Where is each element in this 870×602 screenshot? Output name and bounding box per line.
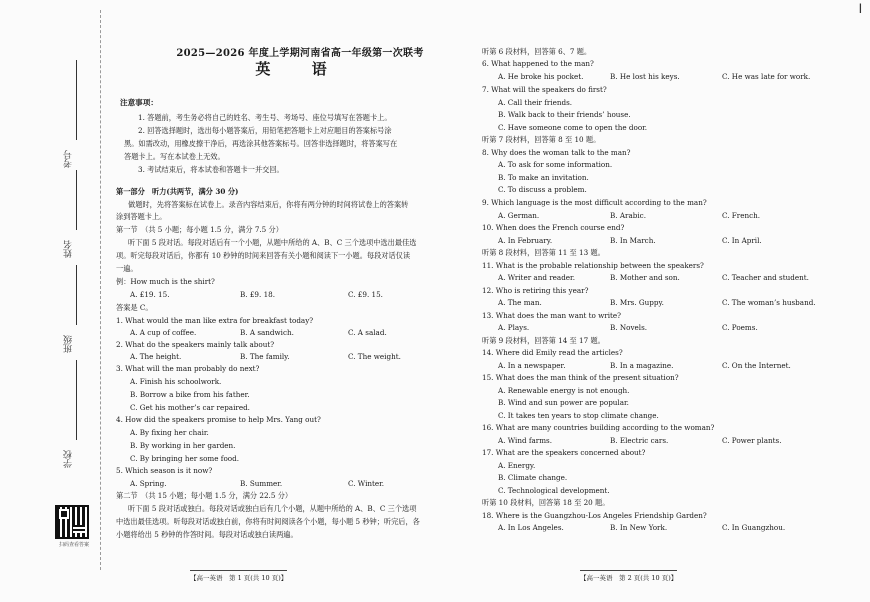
option-c: C. In Guangzhou. [722,523,786,532]
example-option-a: A. £19. 15. [130,290,170,299]
option-c: C. The woman’s husband. [722,298,816,307]
part1-intro: 涂到答题卡上。 [116,212,167,221]
page-footer-left: 【高一英语 第 1 页(共 10 页)】 [190,570,287,582]
option-a: A. Call their friends. [498,98,573,107]
question: 1. What would the man like extra for breakfast today? [116,316,314,325]
example-option-b: B. £9. 18. [240,290,275,299]
example-question: 例：How much is the shirt? [116,277,215,286]
option-c: C. Teacher and student. [722,273,809,282]
option-a: A. Renewable energy is not enough. [498,386,630,395]
option-c: C. Power plants. [722,436,782,445]
question: 4. How did the speakers promise to help Mrs. Yang out? [116,415,321,424]
section1-intro: 听下面 5 段对话。每段对话后有一个小题，从题中所给的 A、B、C 三个选项中选出最佳选 [128,238,417,247]
option-a: A. Plays. [498,323,530,332]
section2-title: 第二节 （共 15 小题；每小题 1.5 分，满分 22.5 分） [116,491,293,500]
option-b: B. Mrs. Guppy. [610,298,664,307]
option-a: A. Wind farms. [498,436,553,445]
option-a: A. German. [498,211,540,220]
option-b: B. Summer. [240,479,283,488]
subject-title: 英 语 [255,60,345,78]
margin-line [76,265,77,325]
section2-intro: 听下面 5 段对话或独白。每段对话或独白后有几个小题，从题中所给的 A、B、C 三个选项 [128,504,417,513]
option-c: C. French. [722,211,761,220]
notice-item: 3. 考试结束后，将本试卷和答题卡一并交回。 [138,165,284,174]
part1-title: 第一部分 听力(共两节，满分 30 分) [116,187,239,196]
option-b: B. Novels. [610,323,648,332]
option-c: C. Poems. [722,323,758,332]
section2-intro: 中选出最佳选项。听每段对话或独白前，你将有时间阅读各个小题，每小题 5 秒钟；听完后，各 [116,517,420,526]
binding-margin [60,10,101,570]
option-a: A. The man. [498,298,542,307]
qr-caption: 扫码查看答案 [58,542,89,548]
question: 17. What are the speakers concerned about? [482,448,646,457]
margin-field-exam-number: 考号 [64,150,74,168]
question: 14. Where did Emily read the articles? [482,348,623,357]
option-b: B. In New York. [610,523,668,532]
notice-item: 答题卡上。写在本试卷上无效。 [124,152,225,161]
option-c: C. Technological development. [498,486,610,495]
option-c: C. Get his mother’s car repaired. [130,403,250,412]
option-c: C. Winter. [348,479,385,488]
question: 12. Who is retiring this year? [482,286,589,295]
section1-title: 第一节 （共 5 小题；每小题 1.5 分，满分 7.5 分） [116,225,283,234]
margin-field-class: 班级 [64,335,74,353]
question: 7. What will the speakers do first? [482,85,607,94]
example-answer: 答案是 C。 [116,303,153,312]
option-b: B. Arabic. [610,211,646,220]
option-a: A. Energy. [498,461,536,470]
option-a: A. He broke his pocket. [498,72,584,81]
option-b: B. By working in her garden. [130,441,236,450]
option-a: A. The height. [130,352,182,361]
section2-intro: 小题将给出 5 秒钟的作答时间。每段对话或独白读两遍。 [116,530,298,539]
option-c: C. To discuss a problem. [498,185,587,194]
option-a: A. A cup of coffee. [130,328,197,337]
material-heading: 听第 9 段材料，回答第 14 至 17 题。 [482,336,605,345]
option-a: A. In a newspaper. [498,361,566,370]
option-b: B. To make an invitation. [498,173,589,182]
option-c: C. In April. [722,236,762,245]
option-a: A. Spring. [130,479,167,488]
notice-title: 注意事项： [120,98,158,107]
margin-field-school: 学校 [64,450,74,468]
qr-code-icon [55,505,89,539]
option-a: A. To ask for some information. [498,160,613,169]
option-b: B. The family. [240,352,290,361]
option-c: C. A salad. [348,328,387,337]
option-b: B. Wind and sun power are popular. [498,398,629,407]
option-c: C. He was late for work. [722,72,811,81]
option-b: B. Walk back to their friends’ house. [498,110,631,119]
question: 11. What is the probable relationship between the speakers? [482,261,704,270]
margin-field-name: 姓名 [64,240,74,258]
margin-line [76,60,77,140]
material-heading: 听第 6 段材料，回答第 6、7 题。 [482,47,592,56]
option-a: A. Writer and reader. [498,273,575,282]
option-b: B. A sandwich. [240,328,294,337]
option-b: B. Borrow a bike from his father. [130,390,250,399]
option-a: A. Finish his schoolwork. [130,377,222,386]
option-b: B. Climate change. [498,473,568,482]
material-heading: 听第 10 段材料，回答第 18 至 20 题。 [482,498,610,507]
option-b: B. In a magazine. [610,361,674,370]
page-footer-right: 【高一英语 第 2 页(共 10 页)】 [580,570,677,582]
notice-item: 1. 答题前，考生务必将自己的姓名、考生号、考场号、座位号填写在答题卡上。 [138,113,392,122]
question: 6. What happened to the man? [482,59,594,68]
option-c: C. The weight. [348,352,401,361]
question: 16. What are many countries building according to the woman? [482,423,715,432]
part1-intro: 做题时，先将答案标在试卷上。录音内容结束后，你将有两分钟的时间将试卷上的答案转 [128,200,409,209]
exam-title: 2025—2026 年度上学期河南省高一年级第一次联考 [176,48,424,59]
option-c: C. It takes ten years to stop climate change. [498,411,659,420]
notice-item: 2. 回答选择题时，选出每小题答案后，用铅笔把答题卡上对应题目的答案标号涂 [138,126,392,135]
option-b: B. In March. [610,236,656,245]
question: 10. When does the French course end? [482,223,625,232]
question: 3. What will the man probably do next? [116,364,260,373]
option-a: A. By fixing her chair. [130,428,209,437]
notice-item: 黑。如需改动，用橡皮擦干净后，再选涂其他答案标号。回答非选择题时，将答案写在 [124,139,398,148]
option-b: B. Mother and son. [610,273,680,282]
example-option-c: C. £9. 15. [348,290,383,299]
margin-line [76,360,77,440]
question: 5. Which season is it now? [116,466,213,475]
option-c: C. Have someone come to open the door. [498,123,648,132]
margin-line [76,170,77,230]
section1-intro: 一遍。 [116,264,138,273]
question: 8. Why does the woman talk to the man? [482,148,631,157]
question: 9. Which language is the most difficult according to the man? [482,198,707,207]
material-heading: 听第 8 段材料，回答第 11 至 13 题。 [482,248,605,257]
edge-mark: ┃ [858,4,863,13]
option-b: B. Electric cars. [610,436,669,445]
question: 15. What does the man think of the present situation? [482,373,679,382]
option-c: C. On the Internet. [722,361,791,370]
option-a: A. In Los Angeles. [498,523,564,532]
material-heading: 听第 7 段材料，回答第 8 至 10 题。 [482,135,601,144]
question: 2. What do the speakers mainly talk about? [116,340,275,349]
section1-intro: 项。听完每段对话后，你都有 10 秒钟的时间来回答有关小题和阅读下一小题。每段对话仅读 [116,251,411,260]
option-b: B. He lost his keys. [610,72,680,81]
option-c: C. By bringing her some food. [130,454,239,463]
option-a: A. In February. [498,236,553,245]
question: 18. Where is the Guangzhou-Los Angeles Friendship Garden? [482,511,707,520]
question: 13. What does the man want to write? [482,311,622,320]
